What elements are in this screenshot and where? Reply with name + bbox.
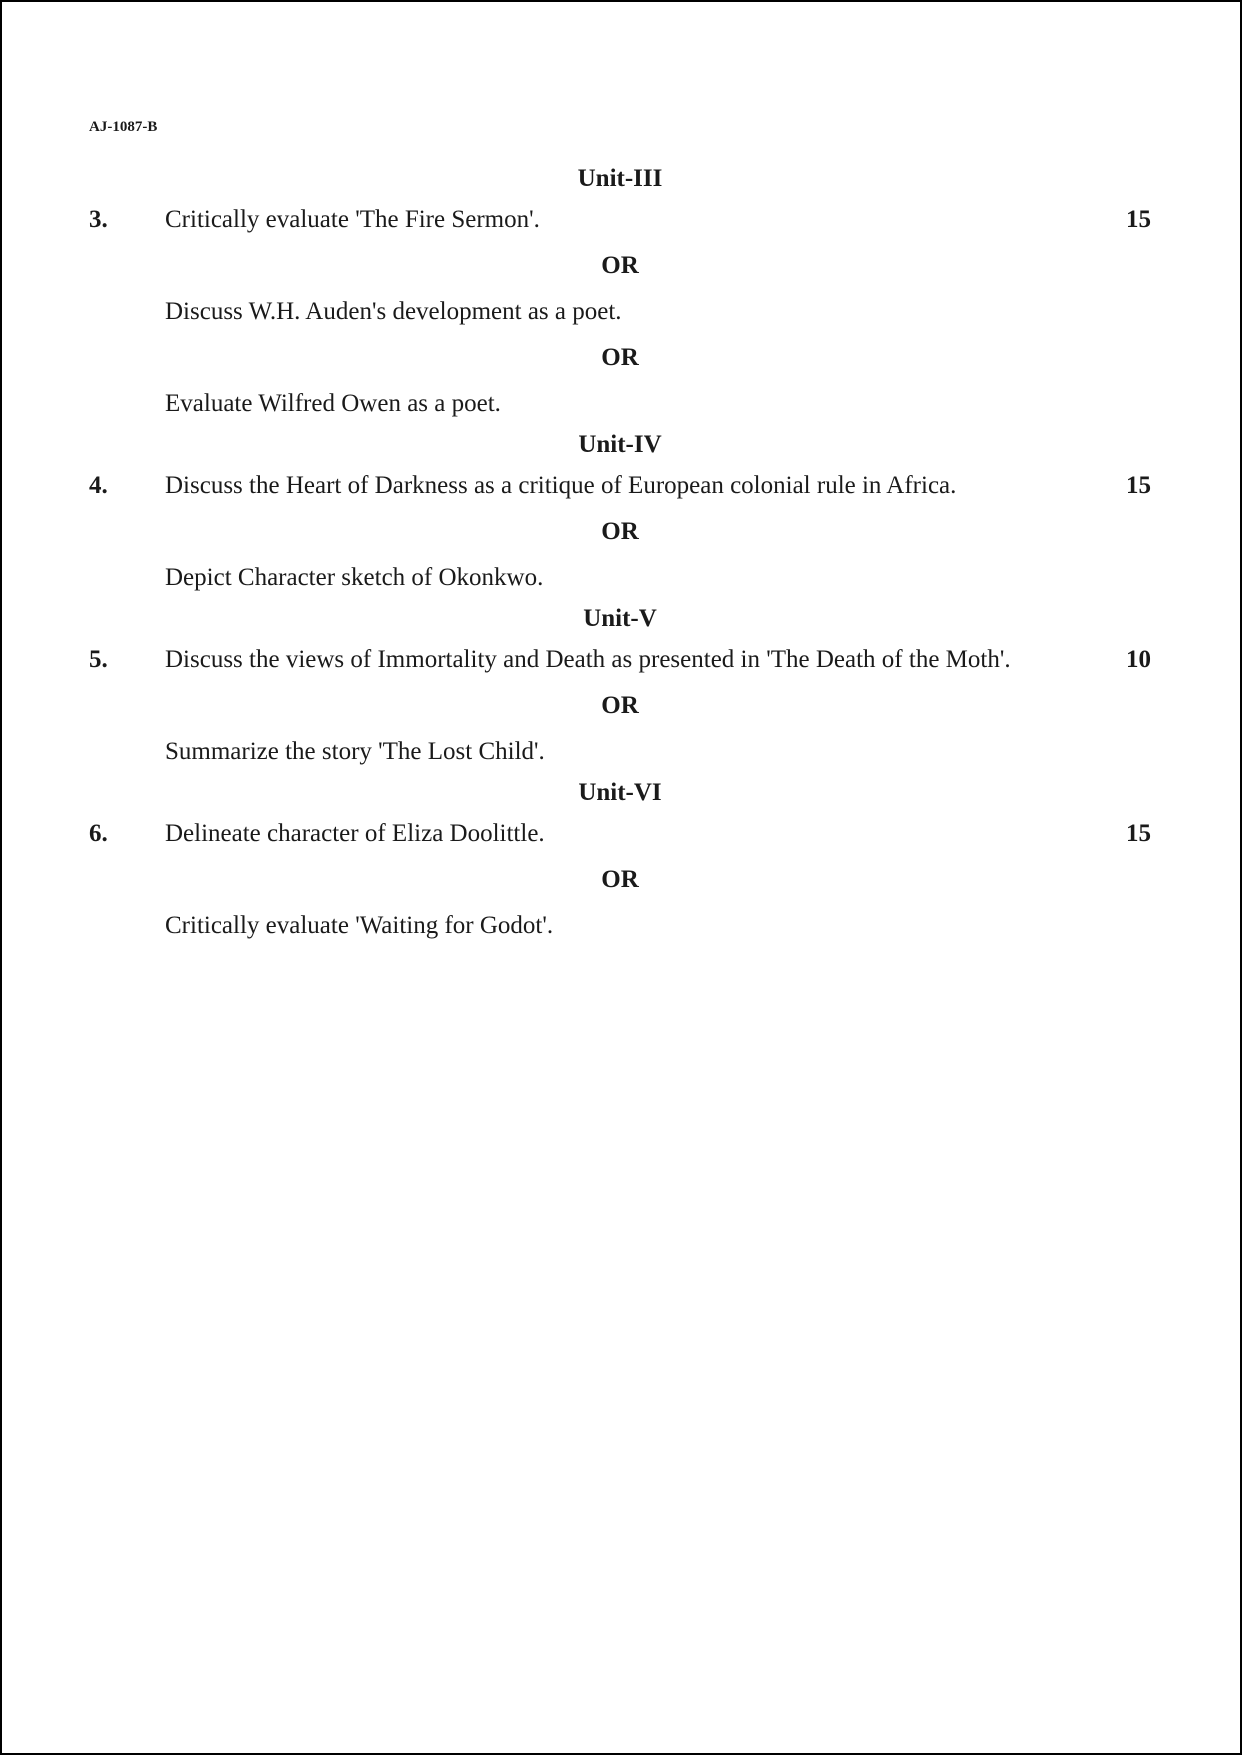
question-text: Delineate character of Eliza Doolittle. — [165, 820, 545, 847]
alternative-question-text: Evaluate Wilfred Owen as a poet. — [165, 390, 501, 417]
alternative-question-row — [89, 381, 1151, 427]
question-row — [89, 197, 1151, 243]
unit-heading: Unit-IV — [578, 431, 662, 458]
paper-code: AJ-1087-B — [89, 119, 158, 135]
alternative-question-text: Discuss W.H. Auden's development as a poet. — [165, 298, 622, 325]
alternative-question-text: Summarize the story 'The Lost Child'. — [165, 738, 545, 765]
unit-block — [89, 601, 1151, 775]
question-text: Discuss the Heart of Darkness as a critique of European colonial rule in Africa. — [165, 472, 957, 499]
question-number: 4. — [89, 472, 108, 499]
or-label: OR — [601, 692, 639, 719]
or-label: OR — [601, 866, 639, 893]
alternative-question-row — [89, 729, 1151, 775]
question-number: 5. — [89, 646, 108, 673]
question-number: 6. — [89, 820, 108, 847]
unit-block — [89, 775, 1151, 949]
alternative-question-text: Critically evaluate 'Waiting for Godot'. — [165, 912, 554, 939]
unit-heading: Unit-VI — [578, 779, 662, 806]
question-row — [89, 811, 1151, 857]
unit-block — [89, 427, 1151, 601]
unit-heading: Unit-III — [577, 165, 663, 192]
alternative-question-row — [89, 903, 1151, 949]
alternative-question-row — [89, 555, 1151, 601]
question-row — [89, 463, 1151, 509]
unit-heading: Unit-V — [583, 605, 657, 632]
question-row — [89, 637, 1151, 683]
question-number: 3. — [89, 206, 108, 233]
question-marks: 15 — [1126, 820, 1151, 847]
unit-block — [89, 161, 1151, 427]
question-text: Discuss the views of Immortality and Death as presented in 'The Death of the Moth'. — [165, 646, 1011, 673]
or-label: OR — [601, 518, 639, 545]
or-label: OR — [601, 344, 639, 371]
alternative-question-row — [89, 289, 1151, 335]
question-text: Critically evaluate 'The Fire Sermon'. — [165, 206, 540, 233]
alternative-question-text: Depict Character sketch of Okonkwo. — [165, 564, 544, 591]
question-marks: 10 — [1126, 646, 1151, 673]
question-marks: 15 — [1126, 206, 1151, 233]
questions-section — [89, 161, 1151, 949]
or-label: OR — [601, 252, 639, 279]
question-marks: 15 — [1126, 472, 1151, 499]
